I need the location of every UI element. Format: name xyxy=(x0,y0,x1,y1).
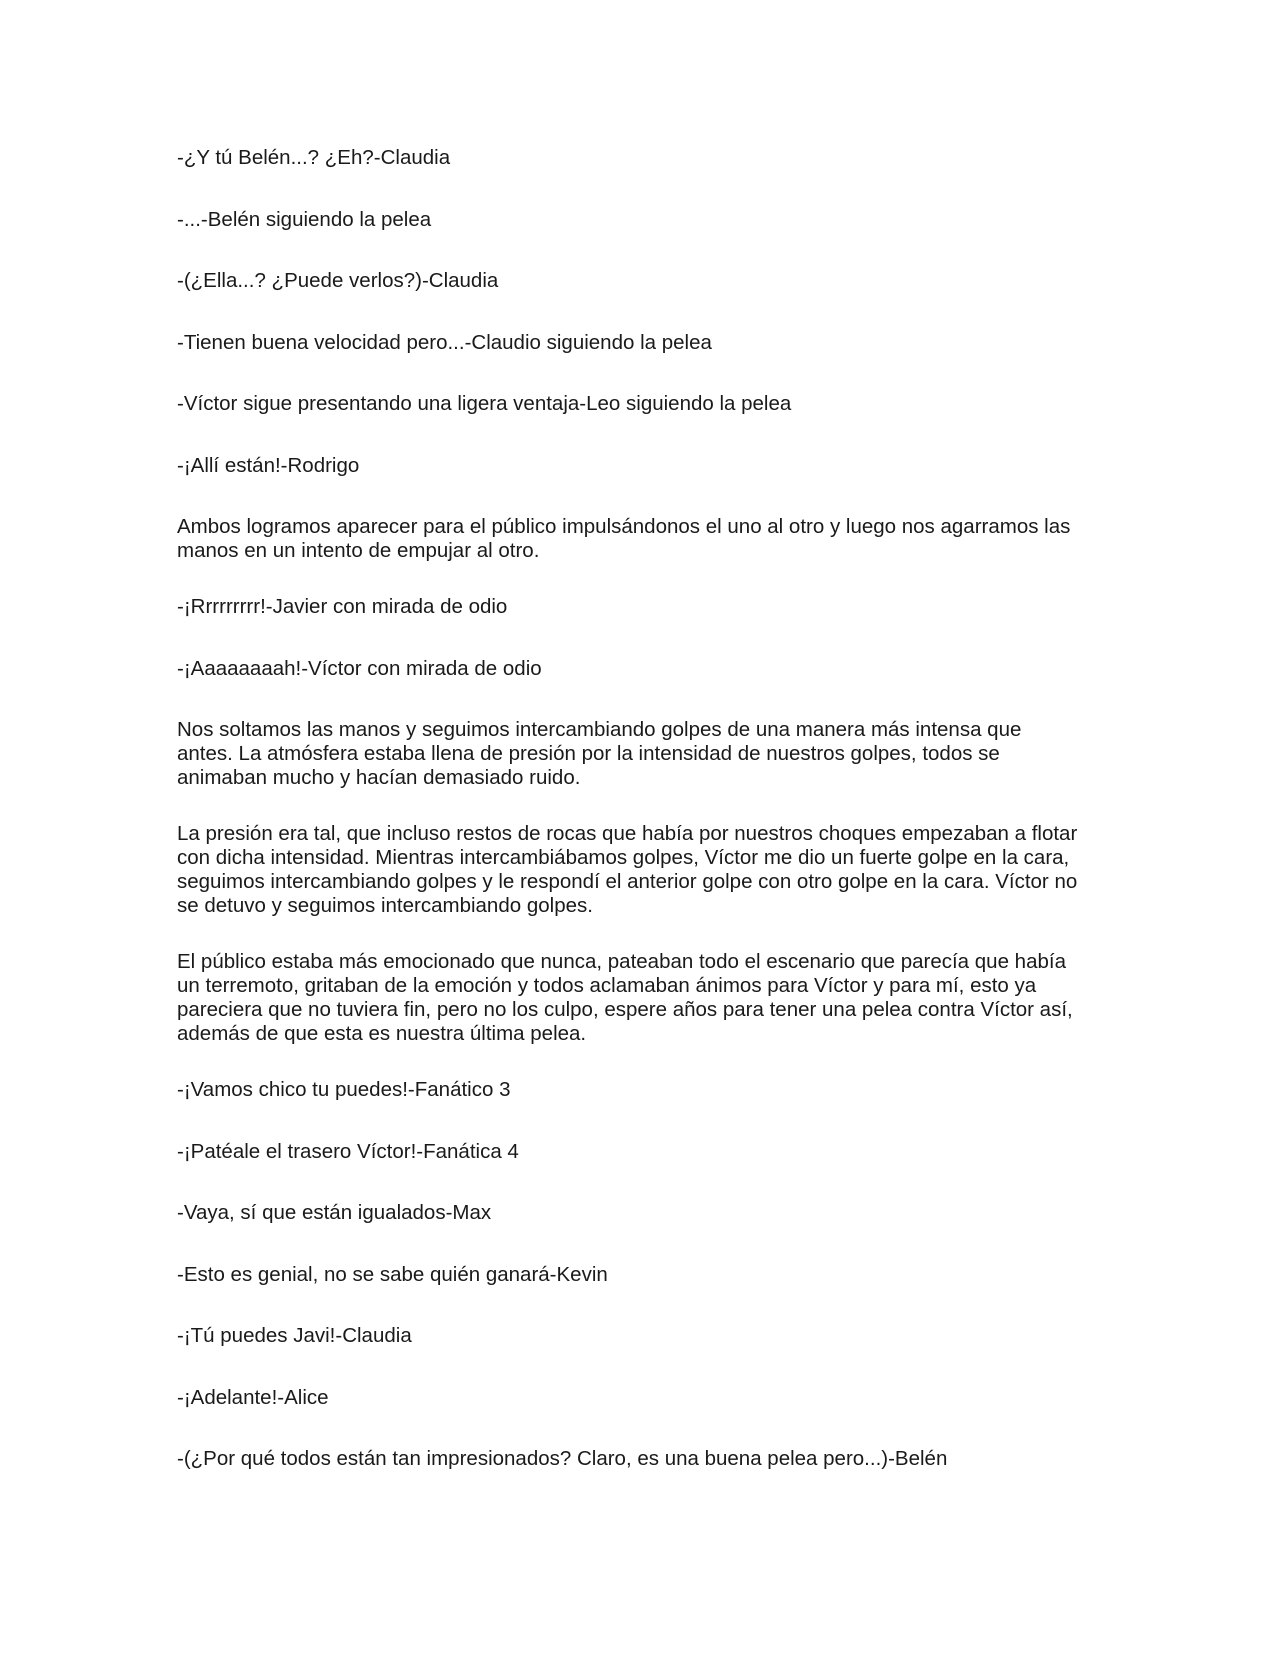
dialog-line: -¡Patéale el trasero Víctor!-Fanática 4 xyxy=(177,1139,519,1163)
paragraph-line: El público estaba más emocionado que nunca, pateaban todo el escenario que parecía que había xyxy=(177,950,1066,973)
dialog-line: -...-Belén siguiendo la pelea xyxy=(177,207,432,231)
dialog-line: -Víctor sigue presentando una ligera ventaja-Leo siguiendo la pelea xyxy=(177,392,792,415)
paragraph-line: pareciera que no tuviera fin, pero no los culpo, espere años para tener una pelea contra Víctor así, xyxy=(177,998,1073,1021)
paragraph-line: Nos soltamos las manos y seguimos intercambiando golpes de una manera más intensa que xyxy=(177,718,1022,741)
dialog-line: -¡Allí están!-Rodrigo xyxy=(177,453,360,477)
paragraph-line: seguimos intercambiando golpes y le respondí el anterior golpe con otro golpe en la cara. Víctor no xyxy=(177,870,1078,893)
narrative-paragraph xyxy=(177,822,1107,918)
dialog-line: -¡Tú puedes Javi!-Claudia xyxy=(177,1324,412,1347)
narrative-paragraph xyxy=(177,515,1107,563)
document-body xyxy=(177,146,1107,1471)
dialog-line: -¡Rrrrrrrrr!-Javier con mirada de odio xyxy=(177,595,508,618)
dialog-line: -Tienen buena velocidad pero...-Claudio siguiendo la pelea xyxy=(177,330,712,354)
dialog-line: -(¿Por qué todos están tan impresionados? Claro, es una buena pelea pero...)-Belén xyxy=(177,1447,948,1470)
dialog-line: -¡Aaaaaaaah!-Víctor con mirada de odio xyxy=(177,656,542,680)
paragraph-line: antes. La atmósfera estaba llena de presión por la intensidad de nuestros golpes, todos se xyxy=(177,742,1000,765)
dialog-line: -¡Adelante!-Alice xyxy=(177,1385,329,1409)
paragraph-line: La presión era tal, que incluso restos de rocas que había por nuestros choques empezaban a flotar xyxy=(177,822,1078,845)
dialog-line: -(¿Ella...? ¿Puede verlos?)-Claudia xyxy=(177,269,499,292)
paragraph-line: con dicha intensidad. Mientras intercambiábamos golpes, Víctor me dio un fuerte golpe en la cara, xyxy=(177,846,1070,869)
paragraph-line: un terremoto, gritaban de la emoción y todos aclamaban ánimos para Víctor y para mí, esto ya xyxy=(177,974,1037,997)
paragraph-line: manos en un intento de empujar al otro. xyxy=(177,539,540,562)
narrative-paragraph xyxy=(177,718,1107,790)
dialog-line: -¡Vamos chico tu puedes!-Fanático 3 xyxy=(177,1078,511,1101)
paragraph-line: animaban mucho y hacían demasiado ruido. xyxy=(177,766,581,789)
dialog-line: -¿Y tú Belén...? ¿Eh?-Claudia xyxy=(177,146,451,169)
dialog-line: -Esto es genial, no se sabe quién ganará-Kevin xyxy=(177,1262,608,1286)
paragraph-line: Ambos logramos aparecer para el público impulsándonos el uno al otro y luego nos agarramos las xyxy=(177,515,1071,538)
paragraph-line: se detuvo y seguimos intercambiando golpes. xyxy=(177,894,593,917)
narrative-paragraph xyxy=(177,950,1107,1046)
paragraph-line: además de que esta es nuestra última pelea. xyxy=(177,1022,587,1045)
dialog-line: -Vaya, sí que están igualados-Max xyxy=(177,1201,492,1224)
